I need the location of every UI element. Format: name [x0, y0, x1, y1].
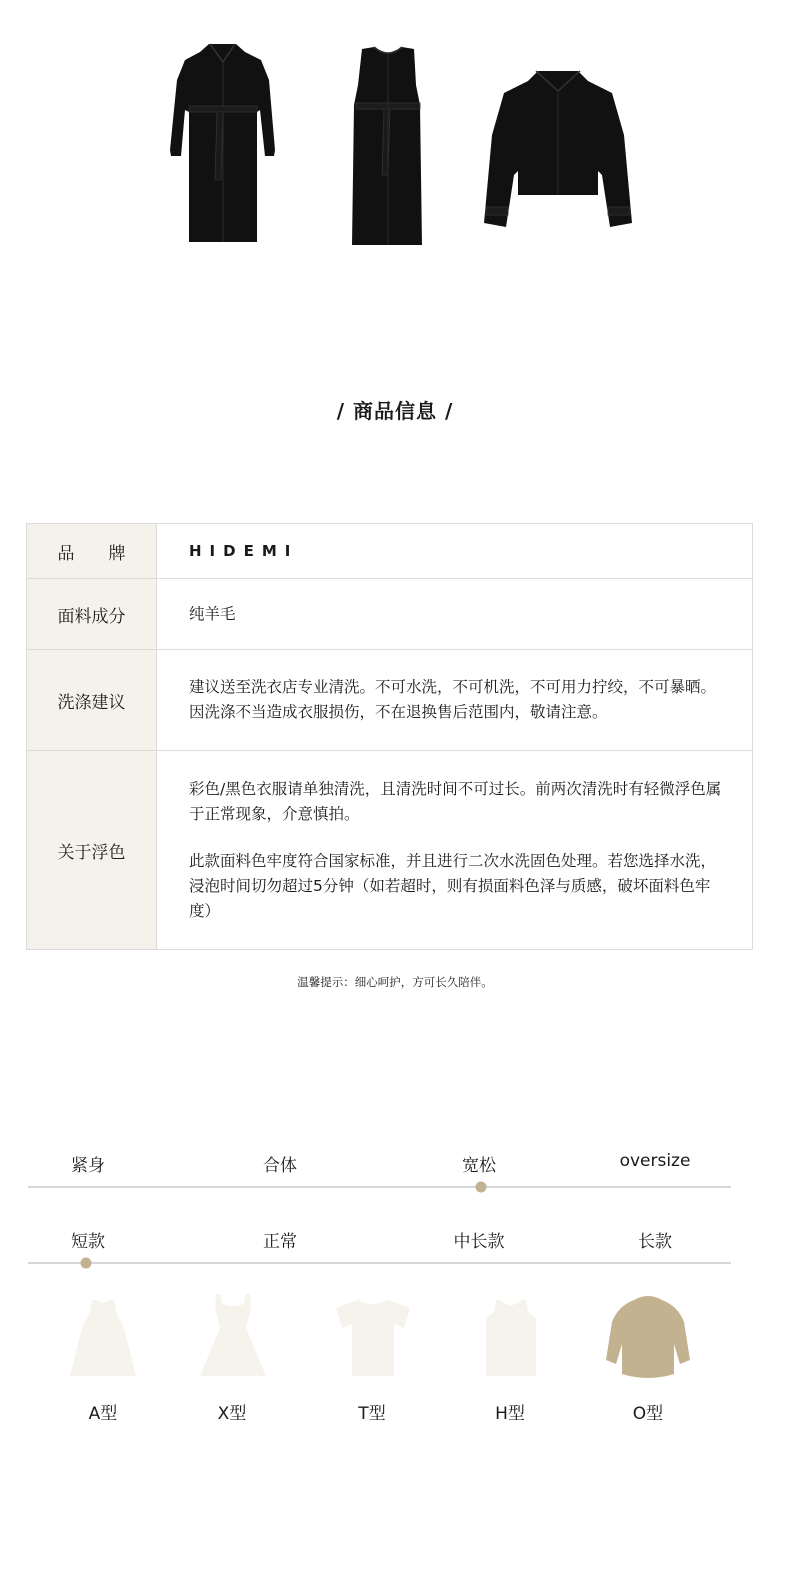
product-images	[0, 0, 790, 260]
color-bleed-value	[157, 751, 753, 950]
care-tip: 温馨提示：细心呵护，方可长久陪伴。	[297, 975, 493, 989]
fit-scale-line	[28, 1186, 731, 1188]
table-row	[27, 650, 753, 751]
color-bleed-label: 关于浮色	[27, 751, 157, 950]
table-row	[27, 524, 753, 579]
fit-label-loose: 宽松	[462, 1156, 496, 1176]
washing-value: 建议送至洗衣店专业清洗。不可水洗，不可机洗，不可用力拧绞，不可暴晒。因洗涤不当造成衣服损伤，不在退换售后范围内，敬请注意。	[157, 650, 753, 751]
length-label-long: 长款	[638, 1232, 672, 1252]
table-row	[27, 751, 753, 950]
section-title: / 商品信息 /	[336, 399, 454, 423]
length-label-midlength: 中长款	[453, 1232, 505, 1252]
brand-value: HIDEMI	[157, 524, 753, 579]
fit-label-tight: 紧身	[71, 1156, 105, 1176]
length-label-regular: 正常	[263, 1232, 297, 1252]
h-shape-label: H型	[495, 1404, 525, 1424]
fit-label-oversize: oversize	[619, 1151, 691, 1171]
x-shape-label: X型	[217, 1404, 247, 1424]
fit-scale-marker	[476, 1182, 487, 1193]
length-scale-line	[28, 1262, 731, 1264]
x-shape-icon	[198, 1292, 268, 1378]
table-row	[27, 579, 753, 650]
cropped-jacket-image	[478, 65, 638, 235]
a-shape-label: A型	[88, 1404, 118, 1424]
fabric-value: 纯羊毛	[157, 579, 753, 650]
length-label-short: 短款	[71, 1232, 105, 1252]
long-coat-image	[165, 40, 280, 250]
washing-label: 洗涤建议	[27, 650, 157, 751]
fit-label-regular: 合体	[263, 1156, 297, 1176]
sleeveless-dress-image	[348, 45, 428, 250]
h-shape-icon	[484, 1298, 538, 1378]
t-shape-label: T型	[358, 1404, 386, 1424]
fabric-label: 面料成分	[27, 579, 157, 650]
color-bleed-paragraph-1: 彩色/黑色衣服请单独清洗，且清洗时间不可过长。前两次清洗时有轻微浮色属于正常现象，介意慎拍。	[189, 779, 722, 823]
length-scale-marker	[81, 1258, 92, 1269]
product-info-table	[26, 523, 753, 950]
a-shape-icon	[68, 1298, 138, 1378]
brand-label: 品 牌	[27, 524, 157, 579]
color-bleed-paragraph-2: 此款面料色牢度符合国家标准，并且进行二次水洗固色处理。若您选择水洗，浸泡时间切勿超过5分钟（如若超时，则有损面料色泽与质感，破坏面料色牢度）	[189, 851, 717, 920]
o-shape-label: O型	[632, 1404, 664, 1424]
o-shape-icon	[604, 1294, 692, 1380]
t-shape-icon	[334, 1298, 412, 1378]
